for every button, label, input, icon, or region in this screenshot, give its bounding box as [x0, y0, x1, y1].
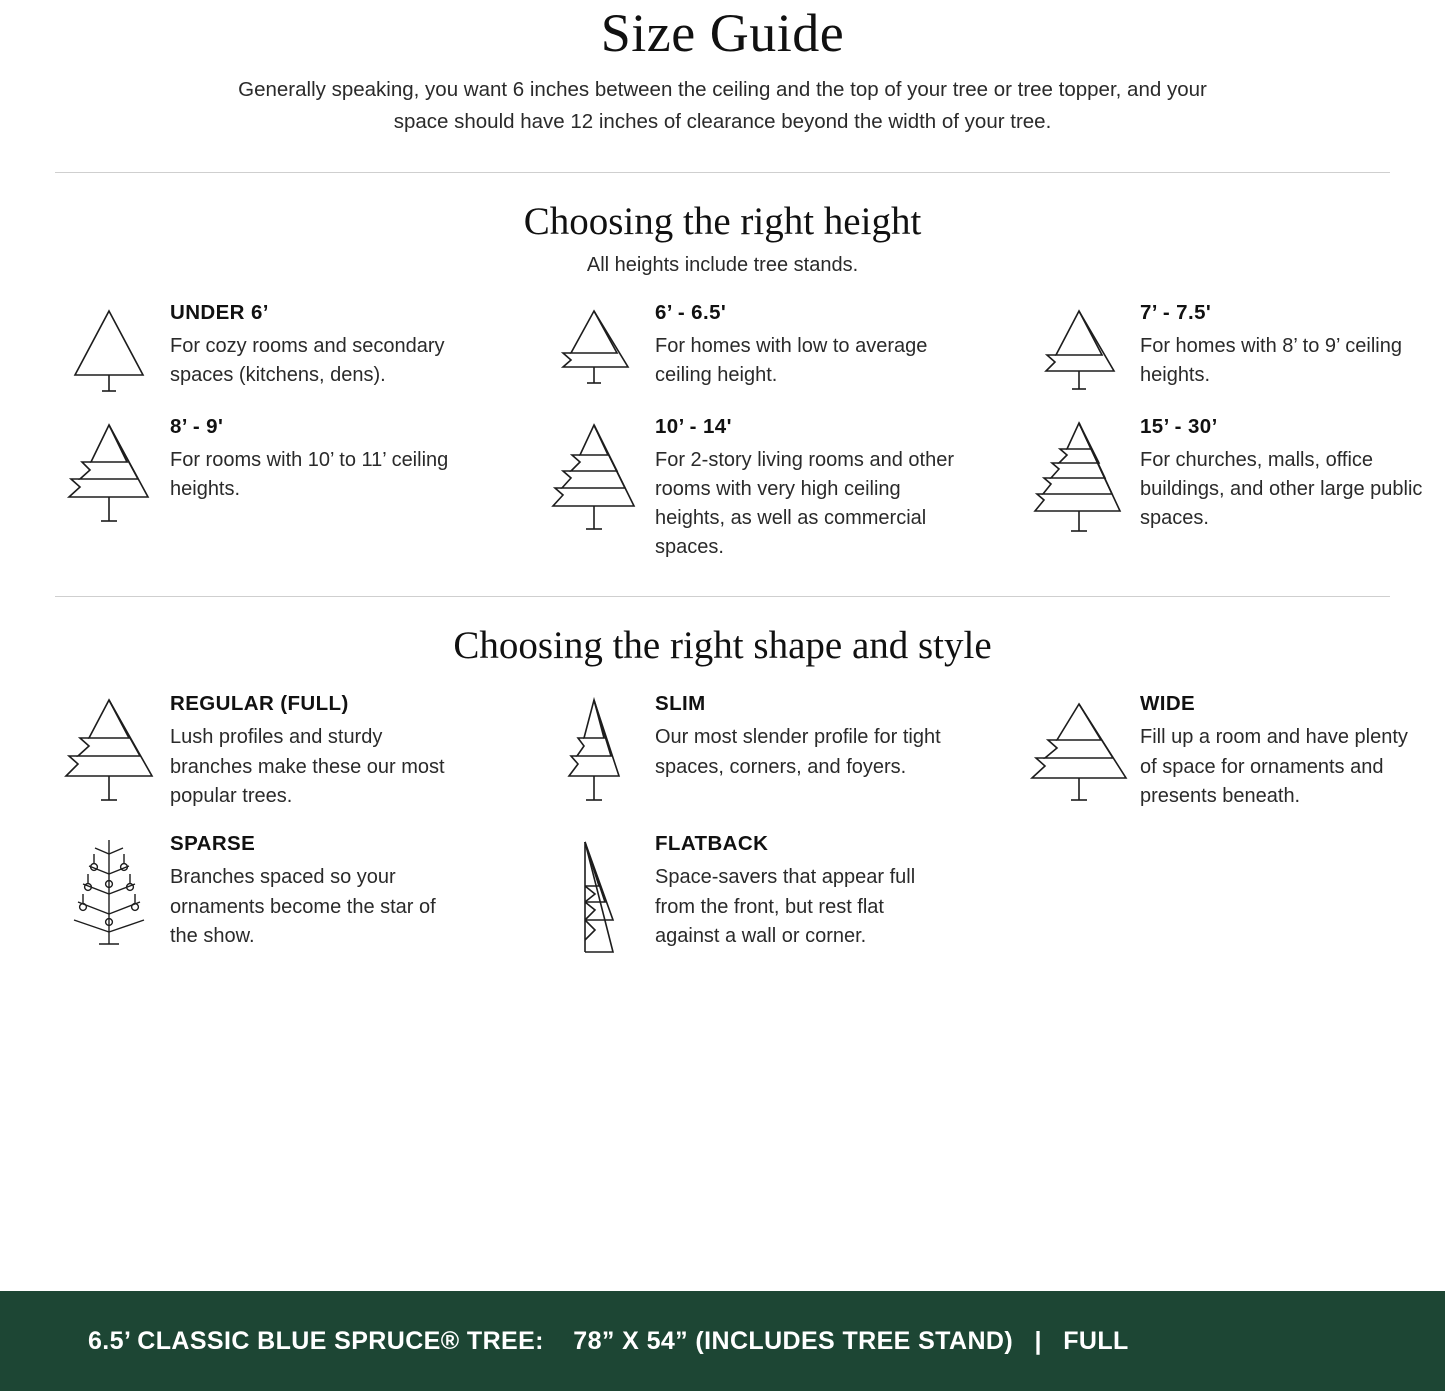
option-description: Branches spaced so your ornaments become the star of the show.: [170, 866, 436, 947]
tree-flatback-icon: [533, 830, 655, 969]
height-option-6-to-6-5: [533, 299, 1018, 407]
tree-wide-icon: [1018, 690, 1140, 824]
height-option-under-6: [48, 299, 533, 407]
option-description: Fill up a room and have plenty of space for ornaments and presents beneath.: [1140, 726, 1408, 807]
tree-3-tier-icon: [48, 413, 170, 547]
shape-option-sparse: [48, 830, 533, 969]
option-label: 8’ - 9': [170, 414, 224, 438]
height-option-10-to-14: [533, 413, 1018, 563]
page-title: Size Guide: [600, 3, 845, 63]
divider-middle: [55, 596, 1390, 597]
summary-separator: |: [1034, 1326, 1042, 1355]
option-description: For 2-story living rooms and other rooms with very high ceiling heights, as well as commercial spaces.: [655, 448, 955, 559]
height-section-subtitle: All heights include tree stands.: [586, 253, 859, 276]
option-description: For homes with low to average ceiling height.: [655, 334, 928, 386]
tree-slim-icon: [533, 690, 655, 824]
option-label: UNDER 6’: [170, 300, 269, 324]
option-label: 15’ - 30’: [1140, 414, 1218, 438]
page-header: [0, 0, 1445, 138]
option-label: WIDE: [1140, 692, 1196, 716]
shape-option-slim: [533, 690, 1018, 824]
tree-2-tier-icon: [1018, 299, 1140, 407]
product-name: 6.5’ CLASSIC BLUE SPRUCE® TREE:: [88, 1326, 544, 1355]
option-label: FLATBACK: [655, 832, 769, 856]
option-label: 6’ - 6.5': [655, 300, 727, 324]
option-label: 10’ - 14': [655, 414, 732, 438]
tree-1-tier-icon: [48, 299, 170, 403]
option-description: Lush profiles and sturdy branches make these our most popular trees.: [170, 726, 445, 807]
option-description: For rooms with 10’ to 11’ ceiling heights.: [170, 448, 449, 500]
height-options-grid: [48, 299, 1445, 563]
option-description: For homes with 8’ to 9’ ceiling heights.: [1140, 334, 1402, 386]
option-description: Space-savers that appear full from the front, but rest flat against a wall or corner.: [655, 866, 916, 947]
product-summary-text: [88, 1327, 1129, 1356]
product-shape: FULL: [1063, 1326, 1129, 1355]
intro-text: Generally speaking, you want 6 inches between the ceiling and the top of your tree or tree topper, and your space should have 12 inches of clearance beyond the width of your tree.: [238, 78, 1207, 133]
height-option-8-to-9: [48, 413, 533, 563]
shape-option-flatback: [533, 830, 1018, 969]
tree-5-tier-icon: [1018, 413, 1140, 557]
product-dimensions: 78” X 54” (INCLUDES TREE STAND): [573, 1326, 1014, 1355]
height-section-title: Choosing the right height: [523, 199, 922, 243]
option-description: For churches, malls, office buildings, and other large public spaces.: [1140, 448, 1423, 529]
divider-top: [55, 172, 1390, 173]
option-label: SLIM: [655, 692, 706, 716]
shape-options-grid: [48, 690, 1445, 969]
shape-option-wide: [1018, 690, 1438, 824]
product-summary-bar: [0, 1291, 1445, 1391]
tree-regular-icon: [48, 690, 170, 824]
height-option-7-to-7-5: [1018, 299, 1438, 407]
option-label: REGULAR (FULL): [170, 692, 349, 716]
tree-2-tier-icon: [533, 299, 655, 403]
tree-sparse-icon: [48, 830, 170, 969]
option-label: SPARSE: [170, 832, 256, 856]
option-description: For cozy rooms and secondary spaces (kitchens, dens).: [170, 334, 445, 386]
shape-section-title: Choosing the right shape and style: [453, 624, 992, 668]
option-label: 7’ - 7.5': [1140, 300, 1212, 324]
shape-option-regular-full: [48, 690, 533, 824]
option-description: Our most slender profile for tight spaces, corners, and foyers.: [655, 726, 941, 778]
tree-4-tier-icon: [533, 413, 655, 557]
height-option-15-to-30: [1018, 413, 1438, 563]
